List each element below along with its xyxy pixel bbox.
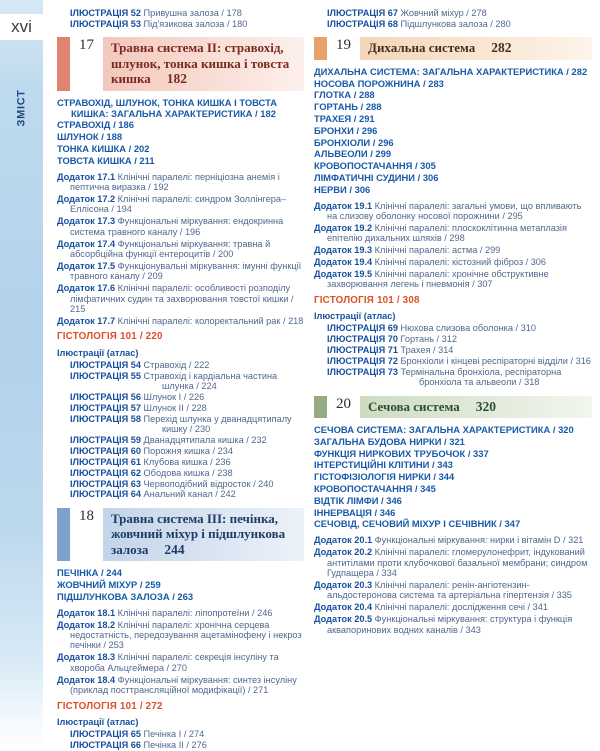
illustration-list [57, 8, 304, 29]
appendix-label: Додаток 20.3 [314, 579, 375, 590]
appendix-label: Додаток 18.4 [57, 674, 118, 685]
page-number-folio: xvi [11, 17, 32, 36]
section-entry: ДИХАЛЬНА СИСТЕМА: ЗАГАЛЬНА ХАРАКТЕРИСТИКА / 282 [314, 65, 588, 77]
section-entry: ІНТЕРСТИЦІЙНІ КЛІТИНИ / 343 [314, 459, 453, 471]
appendix-entry [314, 269, 592, 290]
chapter-title: Сечова система [368, 398, 460, 414]
appendix-text: Клінічні паралелі: ліпопротеїни / 246 [117, 607, 273, 618]
illustration-text: Порожня кишка / 234 [143, 445, 233, 456]
section-entry: ФУНКЦІЯ НИРКОВИХ ТРУБОЧОК / 337 [314, 447, 489, 459]
section-entry: СТРАВОХІД / 186 [57, 119, 134, 131]
appendix-label: Додаток 19.3 [314, 245, 375, 256]
illustration-entry [70, 403, 304, 413]
appendix-text: Функціональні міркування: нирки і вітамін D / 321 [374, 535, 584, 546]
illustration-label: ІЛЮСТРАЦІЯ 58 [70, 413, 144, 424]
illustration-entry [70, 446, 304, 456]
section-entry: СЕЧОВА СИСТЕМА: ЗАГАЛЬНА ХАРАКТЕРИСТИКА / 320 [314, 424, 574, 436]
chapter-title: Травна система II: стравохід, шлунок, тонка кишка і товста кишка [111, 40, 290, 87]
section-entry: ЖОВЧНИЙ МІХУР / 259 [57, 579, 161, 591]
illustration-list [57, 729, 304, 750]
appendix-entry [57, 172, 304, 193]
illustration-entry [70, 8, 304, 18]
illustration-text: Анальний канал / 242 [143, 489, 236, 500]
illustration-label: ІЛЮСТРАЦІЯ 69 [327, 323, 401, 334]
appendix-text: Клінічні паралелі: кістозний фіброз / 306 [374, 257, 547, 268]
illustration-label: ІЛЮСТРАЦІЯ 65 [70, 728, 144, 739]
atlas-heading: Ілюстрації (атлас) [314, 311, 396, 322]
chapter-title: Дихальна система [368, 40, 476, 56]
illustration-label: ІЛЮСТРАЦІЯ 57 [70, 402, 144, 413]
appendix-label: Додаток 17.3 [57, 216, 118, 227]
section-list [57, 568, 304, 602]
illustration-entry [70, 392, 304, 402]
appendix-entry [57, 239, 304, 260]
illustration-label: ІЛЮСТРАЦІЯ 63 [70, 478, 144, 489]
chapter-heading [57, 508, 304, 562]
appendix-list [57, 608, 304, 696]
illustration-label: ІЛЮСТРАЦІЯ 68 [327, 18, 401, 29]
histology-heading: ГІСТОЛОГІЯ 101 / 220 [57, 331, 163, 343]
appendix-label: Додаток 19.2 [314, 222, 375, 233]
illustration-entry [327, 334, 592, 344]
section-entry: ТОНКА КИШКА / 202 [57, 143, 150, 154]
illustration-label: ІЛЮСТРАЦІЯ 59 [70, 434, 144, 445]
appendix-entry [57, 194, 304, 215]
appendix-text: Клінічні паралелі: колоректальний рак / 218 [117, 315, 304, 326]
illustration-label: ІЛЮСТРАЦІЯ 53 [70, 18, 144, 29]
illustration-text: Дванадцятипала кишка / 232 [143, 434, 267, 445]
illustration-entry [327, 367, 592, 388]
illustration-entry [70, 740, 304, 750]
chapter-title: Травна система III: печінка, жовчний міхур і підшлункова залоза [111, 510, 286, 557]
illustration-entry [327, 345, 592, 355]
contents-vertical-label: ЗМІСТ [15, 89, 28, 127]
chapter-number: 20 [336, 395, 351, 412]
illustration-text: Термінальна бронхіола, респіраторна бронхіола та альвеоли / 318 [400, 366, 562, 388]
appendix-list [57, 172, 304, 327]
appendix-text: Функціональні міркування: ендокринна система травного каналу / 196 [70, 216, 284, 237]
illustration-entry [70, 457, 304, 467]
appendix-entry [57, 316, 304, 326]
section-entry: ТОВСТА КИШКА / 211 [57, 154, 155, 166]
right-column [314, 8, 592, 637]
chapter-tab-marker [57, 37, 70, 91]
section-list [57, 98, 304, 167]
chapter-number: 19 [336, 37, 351, 54]
appendix-label: Додаток 20.5 [314, 614, 375, 625]
appendix-text: Функціональні міркування: травна й абсорбційна функції ентероцитів / 200 [70, 238, 271, 259]
illustration-entry [70, 729, 304, 739]
contents-vertical-label-wrap [0, 76, 43, 140]
chapter-tab-marker [314, 37, 327, 60]
atlas-heading: Ілюстрації (атлас) [57, 716, 139, 727]
appendix-label: Додаток 18.3 [57, 652, 118, 663]
appendix-entry [314, 602, 592, 612]
section-entry: БРОНХІОЛИ / 296 [314, 136, 394, 148]
appendix-entry [314, 223, 592, 244]
appendix-text: Клінічні паралелі: перніціозна анемія і пептична виразка / 192 [70, 171, 280, 192]
illustration-label: ІЛЮСТРАЦІЯ 66 [70, 739, 144, 750]
illustration-entry [70, 360, 304, 370]
left-column [57, 8, 304, 751]
illustration-label: ІЛЮСТРАЦІЯ 67 [327, 8, 401, 18]
appendix-label: Додаток 19.5 [314, 269, 375, 280]
illustration-list [314, 8, 592, 29]
illustration-text: Нюхова слизова оболонка / 310 [400, 323, 536, 334]
illustration-label: ІЛЮСТРАЦІЯ 52 [70, 8, 144, 18]
histology-heading: ГІСТОЛОГІЯ 101 / 308 [314, 294, 420, 306]
appendix-text: Клінічні паралелі: ренін-ангіотензин-альдостеронова система та артеріальна гіпертензія / 335 [327, 579, 572, 601]
illustration-label: ІЛЮСТРАЦІЯ 61 [70, 456, 144, 467]
appendix-text: Клінічні паралелі: синдром Золлінгера–Еллісона / 194 [70, 193, 287, 215]
chapter-tab-marker [314, 396, 327, 419]
appendix-label: Додаток 19.1 [314, 200, 375, 211]
illustration-entry [70, 468, 304, 478]
section-entry: ЗАГАЛЬНА БУДОВА НИРКИ / 321 [314, 435, 465, 447]
appendix-text: Клінічні паралелі: хронічне обструктивне захворювання легень і пневмонія / 307 [327, 269, 549, 290]
illustration-entry [70, 435, 304, 445]
chapter-page: 182 [166, 71, 187, 87]
section-entry: ГОРТАНЬ / 288 [314, 101, 382, 113]
illustration-entry [327, 19, 592, 29]
appendix-entry [57, 261, 304, 282]
section-entry: НЕРВИ / 306 [314, 183, 371, 195]
appendix-label: Додаток 17.4 [57, 238, 118, 249]
illustration-label: ІЛЮСТРАЦІЯ 71 [327, 344, 401, 355]
section-entry: ТРАХЕЯ / 291 [314, 113, 375, 124]
appendix-text: Клінічні паралелі: хронічна серцева недостатність, передозування ацетамінофену і некроз печінки / 253 [70, 619, 302, 651]
illustration-text: Підшлункова залоза / 280 [400, 18, 511, 29]
appendix-text: Функціонувальні міркування: імунні функції травного каналу / 209 [70, 260, 302, 282]
chapter-title-panel [360, 37, 592, 60]
illustration-label: ІЛЮСТРАЦІЯ 55 [70, 370, 144, 381]
illustration-entry [70, 19, 304, 29]
chapter-heading [314, 37, 592, 60]
illustration-text: Червоподібний відросток / 240 [143, 478, 274, 489]
illustration-label: ІЛЮСТРАЦІЯ 60 [70, 445, 144, 456]
illustration-entry [327, 323, 592, 333]
atlas-list [57, 717, 304, 750]
illustration-text: Стравохід і кардіальна частина шлунка / 224 [143, 370, 278, 391]
illustration-entry [70, 489, 304, 499]
appendix-label: Додаток 17.6 [57, 283, 118, 294]
appendix-label: Додаток 18.1 [57, 607, 118, 618]
section-entry: СТРАВОХІД, ШЛУНОК, ТОНКА КИШКА І ТОВСТА КИШКА: ЗАГАЛЬНА ХАРАКТЕРИСТИКА / 182 [57, 96, 277, 119]
illustration-text: Бронхіоли і кінцеві респіраторні відділи / 316 [400, 355, 591, 366]
appendix-text: Клінічні паралелі: гломерулонефрит, індукований антитілами проти клубочкової базальної мембрани; синдром Гудпащера / 334 [327, 547, 588, 578]
section-entry: ІННЕРВАЦІЯ / 346 [314, 506, 396, 518]
appendix-label: Додаток 17.2 [57, 193, 118, 204]
appendix-text: Функціональні міркування: синтез інсуліну (приклад посттрансляційної модифікації) / 271 [70, 674, 297, 696]
section-list [314, 425, 592, 530]
appendix-entry [314, 580, 592, 601]
chapter-page: 320 [475, 398, 496, 414]
chapter-number: 18 [79, 507, 94, 524]
appendix-label: Додаток 17.1 [57, 171, 118, 182]
folio-band [0, 14, 55, 40]
appendix-text: Функціональні міркування: структура і функція аквапоринових водних каналів / 343 [327, 614, 573, 635]
appendix-label: Додаток 19.4 [314, 257, 375, 268]
chapter-page: 282 [491, 40, 512, 56]
illustration-label: ІЛЮСТРАЦІЯ 56 [70, 391, 144, 402]
section-entry: АЛЬВЕОЛИ / 299 [314, 148, 392, 160]
appendix-entry [57, 283, 304, 314]
appendix-entry [57, 675, 304, 696]
illustration-text: Шлунок I / 226 [143, 391, 205, 402]
illustration-label: ІЛЮСТРАЦІЯ 62 [70, 467, 144, 478]
appendix-entry [57, 620, 304, 651]
illustration-list [314, 323, 592, 387]
illustration-label: ІЛЮСТРАЦІЯ 72 [327, 355, 401, 366]
atlas-list [314, 311, 592, 387]
appendix-text: Клінічні паралелі: астма / 299 [374, 245, 501, 256]
illustration-entry [327, 356, 592, 366]
chapter-heading [57, 37, 304, 91]
section-entry: КРОВОПОСТАЧАННЯ / 305 [314, 160, 436, 172]
appendix-label: Додаток 20.2 [314, 547, 375, 558]
appendix-text: Клінічні паралелі: дослідження сечі / 341 [374, 602, 548, 613]
section-entry: ВІДТІК ЛІМФИ / 346 [314, 494, 402, 506]
illustration-text: Перехід шлунка у дванадцятипалу кишку / 230 [143, 413, 292, 435]
chapter-page: 244 [164, 541, 185, 557]
illustration-text: Печінка I / 274 [143, 728, 205, 739]
atlas-list [57, 348, 304, 500]
appendix-entry [314, 535, 592, 545]
appendix-text: Клінічні паралелі: загальні умови, що впливають на слизову оболонку носової порожнини / 295 [327, 200, 582, 221]
illustration-text: Під'язикова залоза / 180 [143, 18, 248, 29]
section-entry: ГІСТОФІЗІОЛОГІЯ НИРКИ / 344 [314, 471, 455, 483]
appendix-label: Додаток 20.1 [314, 535, 375, 546]
appendix-entry [314, 547, 592, 578]
section-entry: БРОНХИ / 296 [314, 124, 378, 136]
illustration-label: ІЛЮСТРАЦІЯ 70 [327, 334, 401, 345]
appendix-label: Додаток 20.4 [314, 602, 375, 613]
illustration-text: Жовчний міхур / 278 [400, 8, 487, 18]
section-list [314, 67, 592, 196]
illustration-label: ІЛЮСТРАЦІЯ 64 [70, 489, 144, 500]
illustration-text: Стравохід / 222 [143, 359, 210, 370]
illustration-text: Гортань / 312 [400, 334, 457, 345]
appendix-entry [314, 201, 592, 222]
section-entry: ПІДШЛУНКОВА ЗАЛОЗА / 263 [57, 590, 194, 602]
illustration-text: Клубова кишка / 236 [143, 456, 231, 467]
chapter-heading [314, 396, 592, 419]
section-entry: ПЕЧІНКА / 244 [57, 567, 122, 579]
appendix-entry [314, 245, 592, 255]
section-entry: КРОВОПОСТАЧАННЯ / 345 [314, 483, 436, 495]
page-edge-strip [0, 0, 43, 751]
appendix-entry [314, 257, 592, 267]
appendix-text: Клінічні паралелі: плоскоклітинна метаплазія епітелію дихальних шляхів / 298 [327, 222, 567, 244]
appendix-label: Додаток 17.7 [57, 315, 118, 326]
illustration-text: Привушна залоза / 178 [143, 8, 242, 18]
section-entry: ЛІМФАТИЧНІ СУДИНИ / 306 [314, 171, 439, 183]
section-entry: НОСОВА ПОРОЖНИНА / 283 [314, 77, 444, 89]
section-entry: ШЛУНОК / 188 [57, 131, 123, 143]
chapter-tab-marker [57, 508, 70, 562]
appendix-list [314, 201, 592, 290]
appendix-entry [57, 608, 304, 618]
illustration-entry [70, 479, 304, 489]
appendix-list [314, 535, 592, 635]
illustration-text: Трахея / 314 [400, 344, 454, 355]
appendix-text: Клінічні паралелі: особливості розподілу лімфатичних судин та захворювання товстої кишки / 215 [70, 283, 294, 314]
illustration-entry [70, 371, 304, 392]
atlas-heading: Ілюстрації (атлас) [57, 347, 139, 358]
histology-heading: ГІСТОЛОГІЯ 101 / 272 [57, 700, 163, 712]
appendix-text: Клінічні паралелі: секреція інсуліну та хвороба Альцгеймера / 270 [70, 652, 279, 673]
illustration-list [57, 360, 304, 500]
illustration-text: Печінка II / 276 [143, 739, 207, 750]
chapter-title-panel [103, 508, 304, 562]
appendix-label: Додаток 17.5 [57, 260, 118, 271]
appendix-entry [314, 614, 592, 635]
appendix-entry [57, 652, 304, 673]
illustration-entry [70, 414, 304, 435]
chapter-title-panel [103, 37, 304, 91]
atlas-list [57, 8, 304, 29]
atlas-list [314, 8, 592, 29]
illustration-label: ІЛЮСТРАЦІЯ 73 [327, 366, 401, 377]
section-entry: ГЛОТКА / 288 [314, 89, 375, 101]
illustration-text: Шлунок II / 228 [143, 402, 207, 413]
illustration-text: Ободова кишка / 238 [143, 467, 233, 478]
illustration-entry [327, 8, 592, 18]
appendix-label: Додаток 18.2 [57, 619, 118, 630]
chapter-number: 17 [79, 37, 94, 54]
appendix-entry [57, 216, 304, 237]
illustration-label: ІЛЮСТРАЦІЯ 54 [70, 359, 144, 370]
chapter-title-panel [360, 396, 592, 419]
section-entry: СЕЧОВІД, СЕЧОВИЙ МІХУР І СЕЧІВНИК / 347 [314, 518, 521, 530]
